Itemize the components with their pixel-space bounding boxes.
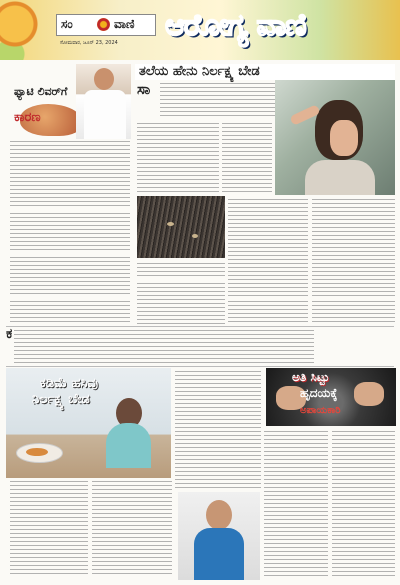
head-lice-col-5 xyxy=(137,282,225,324)
anger-headline-2: ಹೃದಯಕ್ಕೆ xyxy=(300,386,338,400)
lice-in-hair-photo xyxy=(137,196,225,258)
masthead-logo xyxy=(56,14,156,36)
head-lice-col-4 xyxy=(312,198,395,296)
fatty-liver-body-3 xyxy=(10,256,130,296)
woman-scratching-head-photo xyxy=(275,80,395,195)
man-holding-side-photo xyxy=(76,64,131,139)
fatty-liver-body-2 xyxy=(10,212,130,252)
fatty-liver-body-4 xyxy=(10,300,130,324)
angry-man-photo xyxy=(178,492,260,580)
fatty-liver-kicker: ಫ್ಯಾಟಿ ಲಿವರ್‌ಗೆ xyxy=(14,85,68,98)
head-lice-col-2 xyxy=(222,122,272,192)
strip-dropcap: ಕ xyxy=(6,326,13,342)
low-appetite-body-1 xyxy=(10,480,88,576)
fatty-liver-art xyxy=(6,64,131,139)
mid-column-body-1 xyxy=(175,370,261,490)
head-lice-col-1 xyxy=(137,122,219,192)
low-appetite-body-2 xyxy=(92,480,172,576)
head-lice-col-3 xyxy=(228,198,308,296)
strip-story-body xyxy=(14,329,314,363)
logo-emblem xyxy=(97,18,110,31)
section-title: ಆರೋಗ್ಯ ವಾಣಿ xyxy=(165,8,306,43)
head-lice-headline: ತಲೆಯ ಹೇನು ನಿರ್ಲಕ್ಷ್ಯ ಬೇಡ xyxy=(139,64,260,79)
date-line: ಸೋಮವಾರ, ಜೂನ್ 23, 2024 xyxy=(60,40,118,46)
head-lice-caption xyxy=(137,262,225,278)
anger-headline-3: ಅಪಾಯಕಾರಿ xyxy=(300,405,341,416)
masthead xyxy=(0,0,400,60)
masthead-fruit-left xyxy=(0,0,50,60)
divider-2 xyxy=(6,366,394,367)
head-lice-dropcap: ಸಾ xyxy=(137,80,151,98)
low-appetite-headline-1: ಕಡಿಮೆ ಹಸಿವು xyxy=(40,376,98,391)
head-lice-col-6 xyxy=(228,300,308,324)
anger-headline-1: ಅತಿ ಸಿಟ್ಟು xyxy=(292,370,330,384)
logo-left: ಸಂ xyxy=(61,17,73,31)
logo-right: ವಾಣಿ xyxy=(114,17,135,31)
fatty-liver-headline: ಕಾರಣ xyxy=(14,110,41,125)
head-lice-headline-band xyxy=(135,64,395,80)
head-lice-col-7 xyxy=(312,300,395,324)
divider-1 xyxy=(6,326,394,327)
fatty-liver-body xyxy=(10,140,130,208)
low-appetite-headline-2: ನಿರ್ಲಕ್ಷ್ಯ ಬೇಡ xyxy=(32,392,90,407)
anger-body-1 xyxy=(264,430,328,578)
anger-body-2 xyxy=(332,430,395,578)
